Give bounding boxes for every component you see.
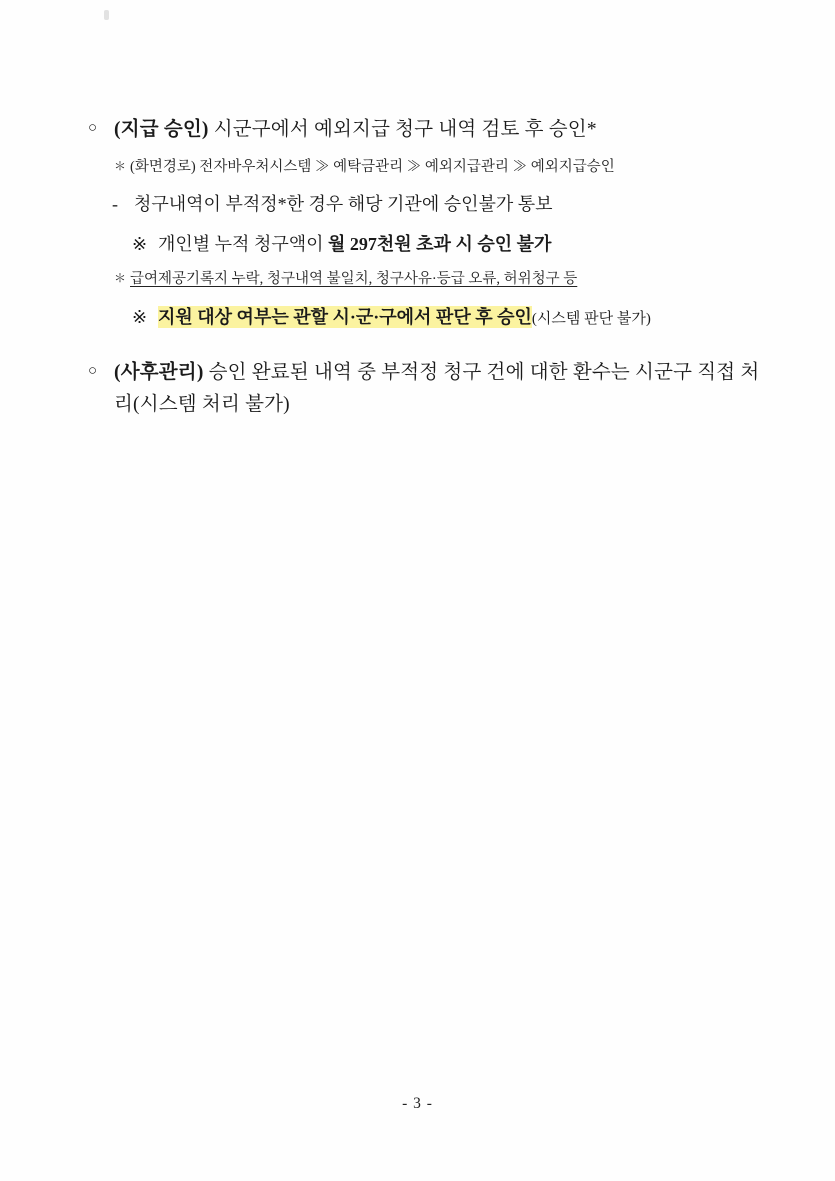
sub-item-invalid-claim: [88, 190, 778, 219]
dash-bullet-icon: -: [112, 193, 118, 214]
reference-mark-icon: ※: [132, 306, 148, 327]
reference-tail: (시스템 판단 불가): [531, 310, 651, 327]
reference-monthly-limit-text: [158, 230, 551, 259]
paragraph-rest: 승인 완료된 내역 중 부적정 청구 건에 대한 환수는 시군구 직접 처리(시스템 처리 불가): [114, 362, 760, 415]
page-number: - 3 -: [402, 1095, 433, 1112]
paragraph-text: [114, 357, 778, 420]
asterisk-icon: ＊: [114, 271, 127, 286]
asterisk-icon: ＊: [114, 158, 127, 173]
document-body: [88, 100, 778, 421]
reference-bold: 월 297천원 초과 시 승인 불가: [328, 233, 552, 254]
paragraph-post-management: [88, 357, 778, 420]
reference-eligibility-text: [158, 303, 651, 332]
paragraph-lead-label: (지급 승인): [114, 119, 209, 140]
paragraph-text: [114, 114, 778, 146]
paragraph-lead-label: (사후관리): [114, 362, 204, 384]
note-invalid-reasons-text: 급여제공기록지 누락, 청구내역 불일치, 청구사유·등급 오류, 허위청구 등: [130, 271, 578, 288]
reference-mark-icon: ※: [132, 233, 148, 254]
paragraph-rest: 시군구에서 예외지급 청구 내역 검토 후 승인*: [208, 119, 597, 140]
note-screen-path-text: (화면경로) 전자바우처시스템 ≫ 예탁금관리 ≫ 예외지급관리 ≫ 예외지급승인: [130, 158, 615, 175]
scan-artifact: [104, 10, 109, 20]
sub-item-invalid-claim-text: 청구내역이 부적정*한 경우 해당 기관에 승인불가 통보: [134, 193, 553, 214]
circle-bullet-icon: ○: [88, 363, 98, 380]
paragraph-payment-approval: [88, 114, 778, 146]
note-invalid-reasons: [88, 268, 778, 291]
highlighted-text: 지원 대상 여부는 관할 시·군·구에서 판단 후 승인: [158, 306, 532, 327]
note-screen-path: [88, 156, 778, 179]
reference-monthly-limit: [88, 230, 778, 259]
reference-lead: 개인별 누적 청구액이: [158, 233, 328, 254]
reference-eligibility-judgment: [88, 303, 778, 332]
circle-bullet-icon: ○: [88, 120, 98, 136]
